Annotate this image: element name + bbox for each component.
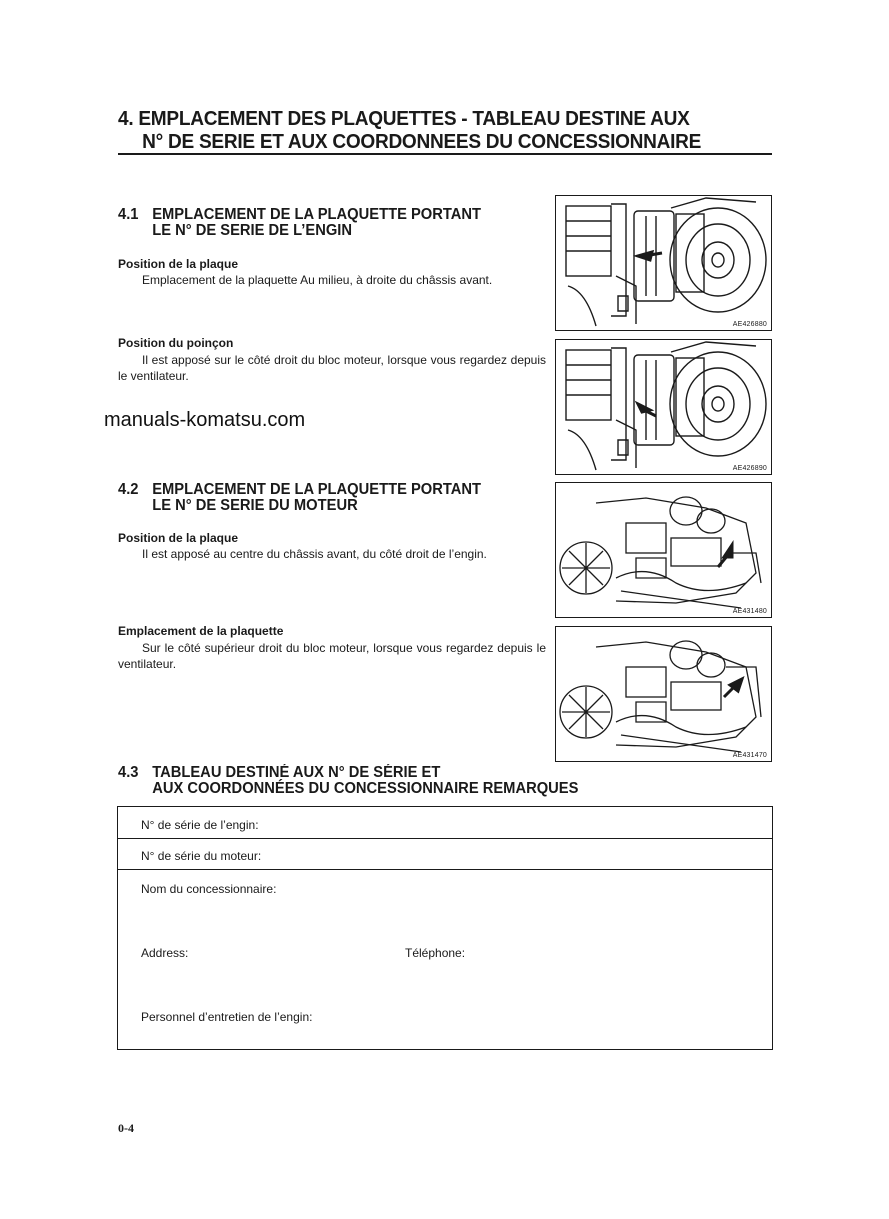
section-number: 4.3 <box>118 764 139 781</box>
figure-engine-plate-location <box>555 626 772 762</box>
table-row-machine-serial <box>118 807 772 839</box>
sub-heading: Position du poinçon <box>118 336 234 350</box>
section-title-line1: EMPLACEMENT DE LA PLAQUETTE PORTANT <box>152 481 482 498</box>
paragraph: Sur le côté supérieur droit du bloc moteur, lorsque vous regardez depuis le ventilateur. <box>118 641 546 671</box>
phone-label: Téléphone: <box>405 946 466 960</box>
title-underline <box>118 153 772 155</box>
engine-serial-label: N° de série du moteur: <box>141 849 262 863</box>
paragraph: Il est apposé sur le côté droit du bloc moteur, lorsque vous regardez depuis le ventilateur. <box>118 353 546 383</box>
engine-block-drawing <box>556 483 771 617</box>
sub-heading: Position de la plaque <box>118 531 239 545</box>
section-title-line2: AUX COORDONNÉES DU CONCESSIONNAIRE REMARQUES <box>152 780 579 797</box>
dealer-name-label: Nom du concessionnaire: <box>141 882 277 896</box>
page-title-line2: N° DE SERIE ET AUX COORDONNEES DU CONCESSIONNAIRE <box>142 130 702 153</box>
figure-code: AE426880 <box>732 321 767 328</box>
figure-code: AE426890 <box>732 465 767 472</box>
section-title-line2: LE N° DE SERIE DU MOTEUR <box>152 497 358 514</box>
page-title <box>118 107 732 153</box>
section-4-1-title <box>118 207 536 239</box>
section-number: 4.2 <box>118 481 139 498</box>
figure-machine-plate <box>555 195 772 331</box>
machine-front-drawing <box>556 196 771 330</box>
section-4-2-title <box>118 482 536 514</box>
watermark-text: manuals-komatsu.com <box>104 409 306 431</box>
sub-heading: Position de la plaque <box>118 257 239 271</box>
engine-block-drawing <box>556 627 771 761</box>
paragraph: Emplacement de la plaquette Au milieu, à droite du châssis avant. <box>142 273 493 287</box>
paragraph: Il est apposé au centre du châssis avant, du côté droit de l’engin. <box>142 547 487 561</box>
machine-serial-label: N° de série de l’engin: <box>141 818 259 832</box>
figure-code: AE431470 <box>732 752 767 759</box>
figure-code: AE431480 <box>732 608 767 615</box>
machine-front-drawing <box>556 340 771 474</box>
section-title-line2: LE N° DE SERIE DE L’ENGIN <box>152 222 353 239</box>
table-row-engine-serial <box>118 839 772 870</box>
figure-engine-stamp <box>555 339 772 475</box>
address-label: Address: <box>141 946 189 960</box>
page-title-line1: 4. EMPLACEMENT DES PLAQUETTES - TABLEAU DESTINE AUX <box>118 107 690 130</box>
dealer-info-table <box>117 806 773 1050</box>
section-number: 4.1 <box>118 206 139 223</box>
figure-engine-plate <box>555 482 772 618</box>
service-staff-label: Personnel d’entretien de l’engin: <box>141 1010 313 1024</box>
sub-heading: Emplacement de la plaquette <box>118 624 284 638</box>
section-4-3-title <box>118 765 688 797</box>
page-number: 0-4 <box>118 1121 134 1135</box>
section-title-line1: TABLEAU DESTINÉ AUX N° DE SÉRIE ET <box>152 764 441 781</box>
section-title-line1: EMPLACEMENT DE LA PLAQUETTE PORTANT <box>152 206 482 223</box>
